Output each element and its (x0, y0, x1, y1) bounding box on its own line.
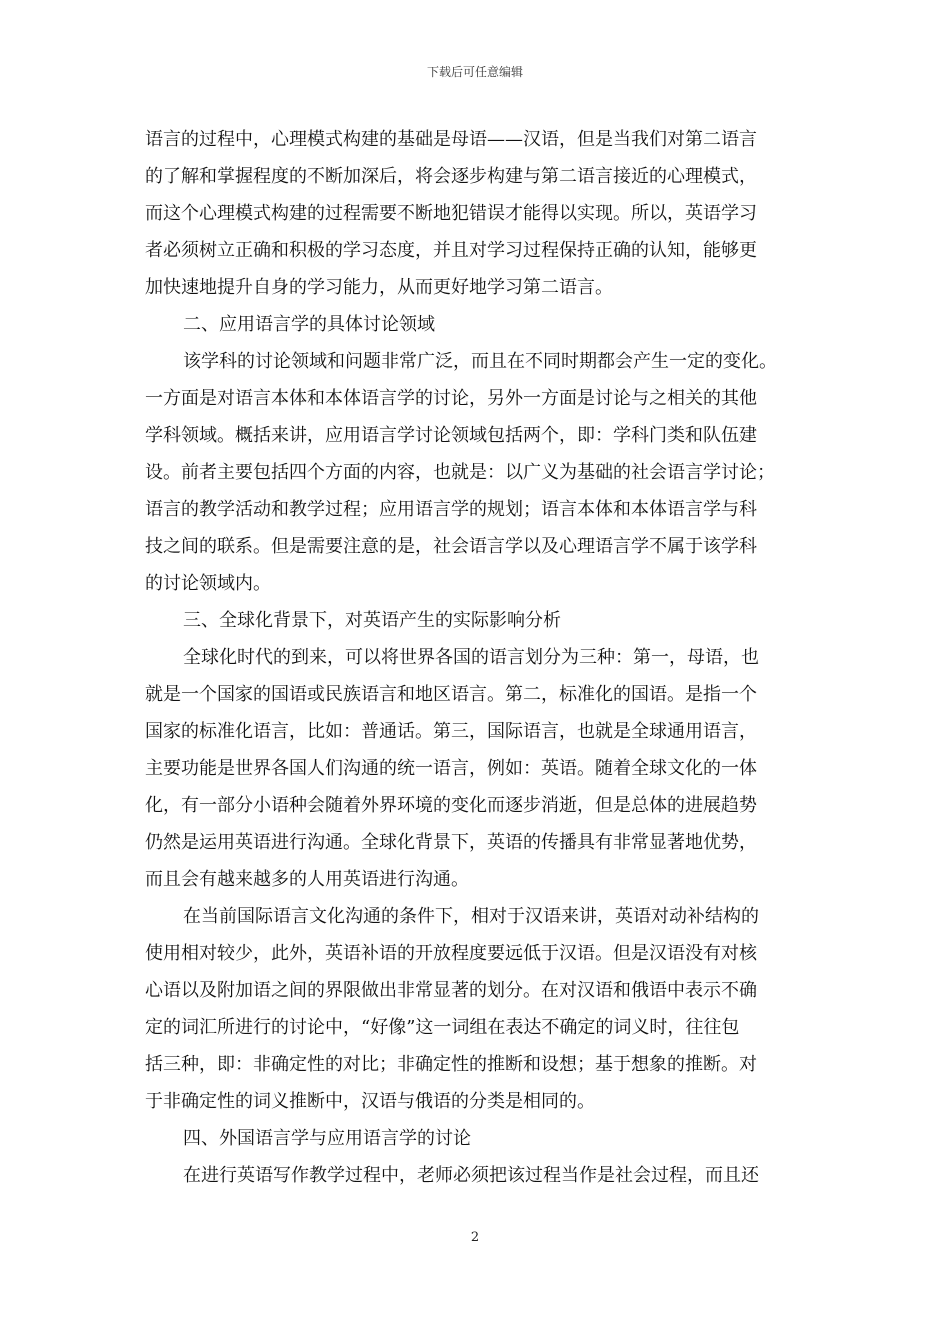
text-line: 加快速地提升自身的学习能力，从而更好地学习第二语言。 (145, 277, 613, 298)
text-line: 语言的过程中，心理模式构建的基础是母语——汉语，但是当我们对第二语言 (145, 129, 757, 150)
text-line: 使用相对较少，此外，英语补语的开放程度要远低于汉语。但是汉语没有对核 (145, 943, 757, 964)
text-line: 在当前国际语言文化沟通的条件下，相对于汉语来讲，英语对动补结构的 (183, 906, 759, 927)
page-header: 下载后可任意编辑 (426, 65, 523, 79)
text-line: 一方面是对语言本体和本体语言学的讨论，另外一方面是讨论与之相关的其他 (145, 388, 757, 409)
text-line: 学科领域。概括来讲，应用语言学讨论领域包括两个，即：学科门类和队伍建 (145, 425, 757, 446)
text-line: 定的词汇所进行的讨论中，“好像”这一词组在表达不确定的词义时，往往包 (145, 1017, 740, 1038)
text-line: 在进行英语写作教学过程中，老师必须把该过程当作是社会过程，而且还 (183, 1165, 759, 1186)
page-number: 2 (470, 1230, 480, 1245)
text-line: 化，有一部分小语种会随着外界环境的变化而逐步消逝，但是总体的进展趋势 (145, 795, 757, 816)
document-body (145, 121, 807, 1194)
text-line: 国家的标准化语言，比如：普通话。第三，国际语言，也就是全球通用语言， (145, 721, 757, 742)
text-line: 主要功能是世界各国人们沟通的统一语言，例如：英语。随着全球文化的一体 (145, 758, 757, 779)
section-heading: 三、全球化背景下，对英语产生的实际影响分析 (183, 610, 561, 631)
text-line: 语言的教学活动和教学过程；应用语言学的规划；语言本体和本体语言学与科 (145, 499, 757, 520)
text-line: 全球化时代的到来，可以将世界各国的语言划分为三种：第一，母语，也 (183, 647, 759, 668)
text-line: 就是一个国家的国语或民族语言和地区语言。第二，标准化的国语。是指一个 (145, 684, 757, 705)
text-line: 而这个心理模式构建的过程需要不断地犯错误才能得以实现。所以，英语学习 (145, 203, 757, 224)
text-line: 于非确定性的词义推断中，汉语与俄语的分类是相同的。 (145, 1091, 595, 1112)
text-line: 心语以及附加语之间的界限做出非常显著的划分。在对汉语和俄语中表示不确 (145, 980, 757, 1001)
text-line: 者必须树立正确和积极的学习态度，并且对学习过程保持正确的认知，能够更 (145, 240, 757, 261)
text-line: 而且会有越来越多的人用英语进行沟通。 (145, 869, 469, 890)
text-line: 的了解和掌握程度的不断加深后，将会逐步构建与第二语言接近的心理模式， (145, 166, 757, 187)
text-line: 的讨论领域内。 (145, 573, 271, 594)
section-heading: 二、应用语言学的具体讨论领域 (183, 314, 435, 335)
text-line: 技之间的联系。但是需要注意的是，社会语言学以及心理语言学不属于该学科 (145, 536, 757, 557)
text-line: 设。前者主要包括四个方面的内容，也就是：以广义为基础的社会语言学讨论； (145, 462, 775, 483)
text-line: 该学科的讨论领域和问题非常广泛，而且在不同时期都会产生一定的变化。 (183, 351, 777, 372)
text-line: 括三种，即：非确定性的对比；非确定性的推断和设想；基于想象的推断。对 (145, 1054, 757, 1075)
text-line: 仍然是运用英语进行沟通。全球化背景下，英语的传播具有非常显著地优势， (145, 832, 757, 853)
section-heading: 四、外国语言学与应用语言学的讨论 (183, 1128, 471, 1149)
